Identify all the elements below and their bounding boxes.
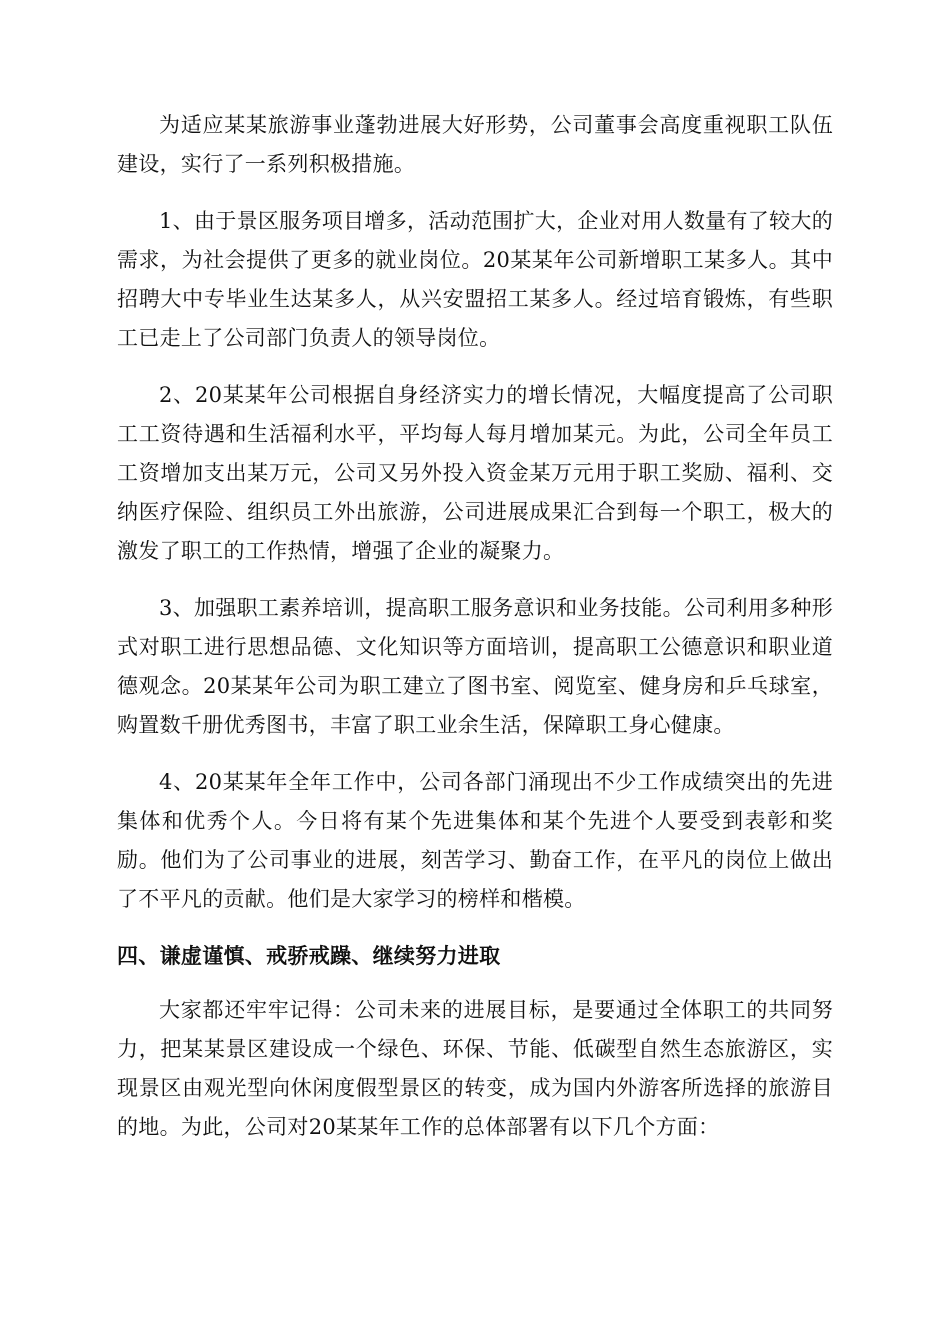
measure-1-paragraph: 1、由于景区服务项目增多，活动范围扩大，企业对用人数量有了较大的需求，为社会提供了更多的就业岗位。20某某年公司新增职工某多人。其中招聘大中专毕业生达某多人，从兴安盟招工某多人。经过培育锻炼，有些职工已走上了公司部门负责人的领导岗位。 xyxy=(117,209,833,350)
measure-4-paragraph: 4、20某某年全年工作中，公司各部门涌现出不少工作成绩突出的先进集体和优秀个人。今日将有某个先进集体和某个先进个人要受到表彰和奖励。他们为了公司事业的进展，刻苦学习、勤奋工作，在平凡的岗位上做出了不平凡的贡献。他们是大家学习的榜样和楷模。 xyxy=(117,770,833,911)
measure-2-paragraph: 2、20某某年公司根据自身经济实力的增长情况，大幅度提高了公司职工工资待遇和生活福利水平，平均每人每月增加某元。为此，公司全年员工工资增加支出某万元，公司又另外投入资金某万元用于职工奖励、福利、交纳医疗保险、组织员工外出旅游，公司进展成果汇合到每一个职工，极大的激发了职工的工作热情，增强了企业的凝聚力。 xyxy=(117,383,833,563)
intro-paragraph: 为适应某某旅游事业蓬勃进展大好形势，公司董事会高度重视职工队伍建设，实行了一系列积极措施。 xyxy=(117,113,833,176)
section-heading: 四、谦虚谨慎、戒骄戒躁、继续努力进取 xyxy=(117,944,501,968)
closing-paragraph: 大家都还牢牢记得：公司未来的进展目标，是要通过全体职工的共同努力，把某某景区建设成一个绿色、环保、节能、低碳型自然生态旅游区，实现景区由观光型向休闲度假型景区的转变，成为国内外游客所选择的旅游目的地。为此，公司对20某某年工作的总体部署有以下几个方面： xyxy=(117,998,833,1139)
measure-3-paragraph: 3、加强职工素养培训，提高职工服务意识和业务技能。公司利用多种形式对职工进行思想品德、文化知识等方面培训，提高职工公德意识和职业道德观念。20某某年公司为职工建立了图书室、阅览室、健身房和乒乓球室，购置数千册优秀图书，丰富了职工业余生活，保障职工身心健康。 xyxy=(117,596,833,737)
document-page xyxy=(117,106,833,1165)
